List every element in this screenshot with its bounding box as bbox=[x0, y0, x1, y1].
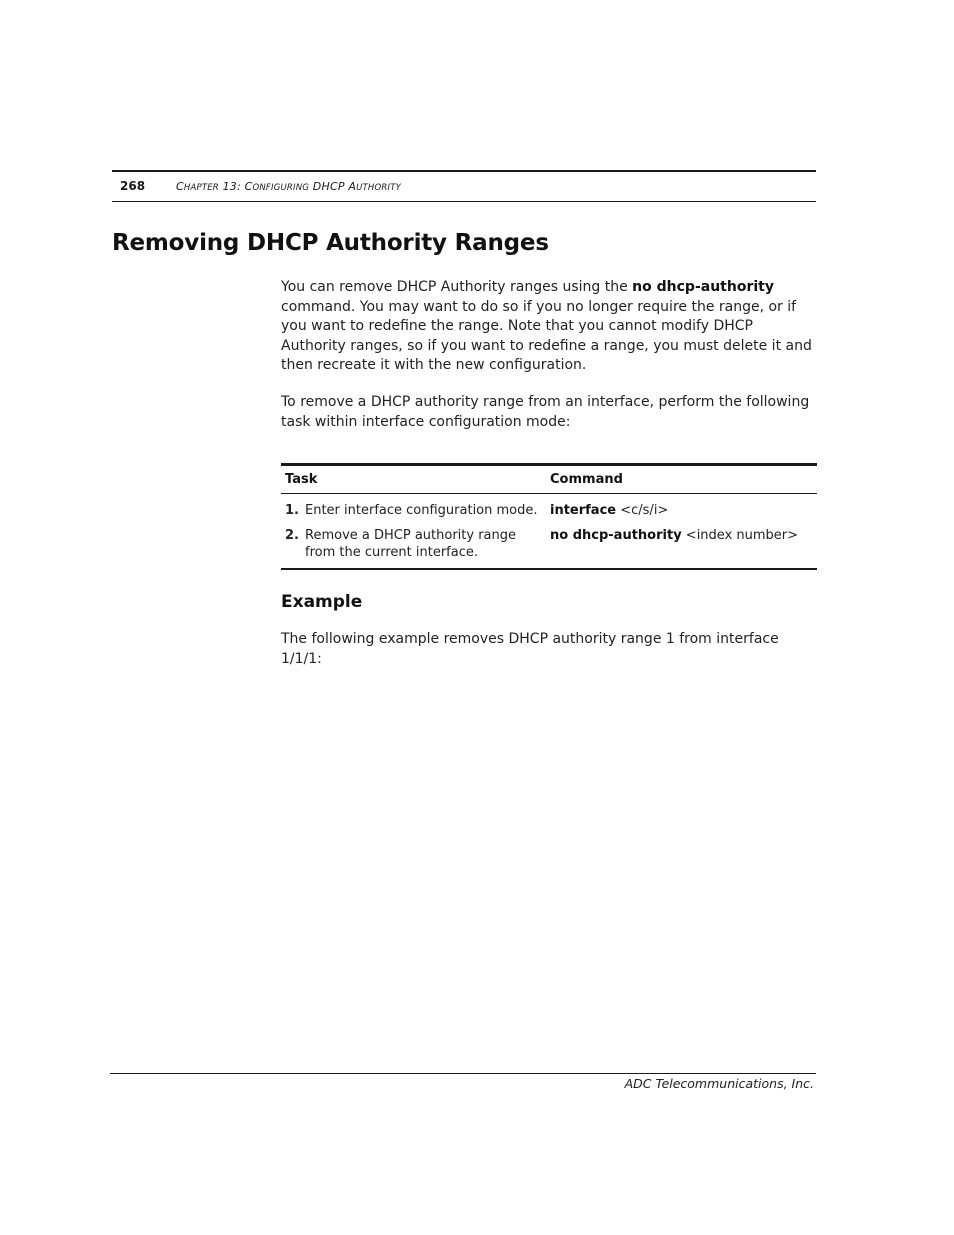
example-heading: Example bbox=[281, 592, 363, 612]
header-bottom-rule bbox=[112, 201, 816, 202]
header-top-rule bbox=[112, 170, 816, 172]
command-cell: no dhcp-authority <index number> bbox=[550, 528, 799, 543]
task-command-table bbox=[281, 463, 817, 570]
task-description: Remove a DHCP authority range from the current interface. bbox=[305, 528, 516, 560]
page-number: 268 bbox=[120, 179, 146, 193]
step-number: 2. bbox=[285, 528, 299, 543]
command-column-header: Command bbox=[550, 471, 623, 487]
command-name: no dhcp-authority bbox=[632, 279, 774, 295]
table-row bbox=[281, 519, 817, 569]
task-column-header: Task bbox=[285, 471, 318, 487]
footer-rule bbox=[110, 1073, 816, 1074]
example-paragraph: The following example removes DHCP authority range 1 from interface 1/1/1: bbox=[281, 631, 779, 667]
table-header-row bbox=[281, 465, 817, 494]
lead-in-paragraph: To remove a DHCP authority range from an interface, perform the following task within interface configuration mode: bbox=[281, 394, 810, 430]
step-number: 1. bbox=[285, 503, 299, 518]
page-title: Removing DHCP Authority Ranges bbox=[112, 230, 549, 256]
command-cell: interface <c/s/i> bbox=[550, 503, 669, 518]
table-row bbox=[281, 494, 817, 520]
running-header bbox=[112, 176, 816, 196]
footer-company: ADC Telecommunications, Inc. bbox=[624, 1076, 814, 1091]
chapter-title: CHAPTER 13: CONFIGURING DHCP AUTHORITY bbox=[176, 179, 401, 193]
intro-paragraph: You can remove DHCP Authority ranges using the no dhcp-authority command. You may want to do so if you no longer require the range, or if you want to redefine the range. Note that you cannot modify DHCP Authority ranges, so if you want to redefine a range, you must delete it and then recreate it with the new configuration. bbox=[281, 279, 812, 373]
task-description: Enter interface configuration mode. bbox=[305, 503, 538, 518]
